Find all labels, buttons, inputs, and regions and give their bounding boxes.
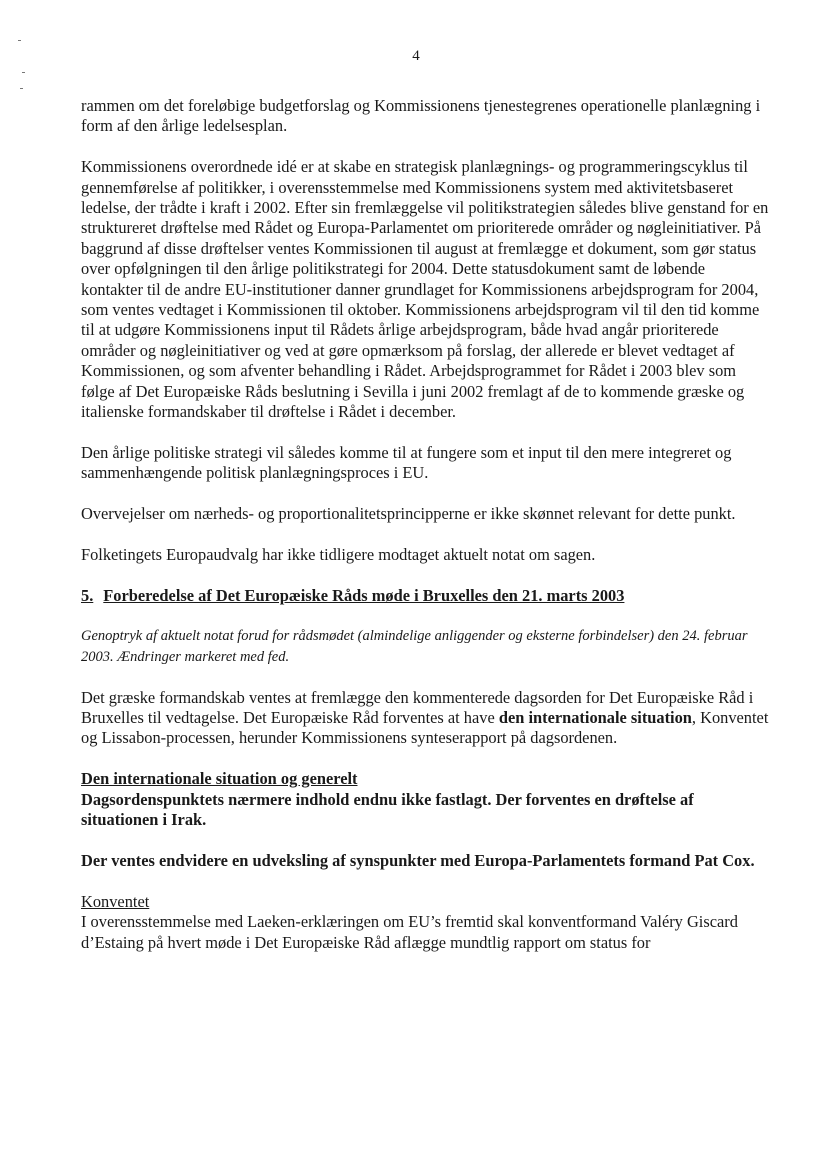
reprint-note: Genoptryk af aktuelt notat forud for rådsmødet (almindelige anliggender og eksterne forbindelser) den 24. februar 2003. Ændringer markeret med fed. — [81, 628, 748, 665]
paragraph-strategy-cycle: Kommissionens overordnede idé er at skabe en strategisk planlægnings- og programmeringscyklus til gennemførelse af politikker, i overensstemmelse med Kommissionens system med aktivitetsbaseret ledelse, der trådte i kraft i 2002. Efter sin fremlæggelse vil politikstrategien således blive genstand for en struktureret drøftelse med Rådet og Europa-Parlamentet om prioriterede områder og nøgleinitiativer. På baggrund af disse drøftelser ventes Kommissionen til august at fremlægge et dokument, som gør status over opfølgningen til den årlige politikstrategi for 2004. Dette statusdokument samt de løbende kontakter til de andre EU-institutioner danner grundlaget for Kommissionens arbejdsprogram for 2004, som ventes vedtaget i Kommissionen til oktober. Kommissionens arbejdsprogram vil til den tid komme til at udgøre Kommissionens input til Rådets årlige arbejdsprogram, både hvad angår prioriterede områder og nøgleinitiativer og ved at gøre opmærksom på forslag, der allerede er blevet vedtaget af Kommissionen, og som afventer behandling i Rådet. Arbejdsprogrammet for Rådet i 2003 blev som følge af Det Europæiske Råds beslutning i Sevilla i juni 2002 fremlagt af de to kommende græske og italienske formandskaber til drøftelse i Rådet i december. — [81, 157, 769, 422]
paragraph-subsidiarity: Overvejelser om nærheds- og proportionalitetsprincipperne er ikke skønnet relevant for dette punkt. — [81, 504, 736, 524]
scan-mark — [20, 88, 23, 89]
paragraph-annual-strategy: Den årlige politiske strategi vil således komme til at fungere som et input til den mere integreret og sammenhængende politisk planlægningsproces i EU. — [81, 442, 732, 483]
paragraph-konventet: I overensstemmelse med Laeken-erklæringen om EU’s fremtid skal konventformand Valéry Giscard d’Estaing på hvert møde i Det Europæiske Råd aflægge mundtlig rapport om status for — [81, 912, 738, 952]
agenda-text-bold: den internationale situation — [498, 708, 692, 728]
scan-mark — [18, 40, 21, 41]
document-body — [81, 96, 771, 973]
section-title: Forberedelse af Det Europæiske Råds møde i Bruxelles den 21. marts 2003 — [103, 585, 625, 605]
agenda-text-after: , Konventet og Lissabon-processen, herunder Kommissionens synteserapport på dagsordenen. — [81, 708, 769, 748]
paragraph-budget-context: rammen om det foreløbige budgetforslag og Kommissionens tjenestegrenes operationelle planlægning i form af den årlige ledelsesplan. — [81, 96, 761, 136]
paragraph-agenda — [81, 688, 771, 749]
page-number: 4 — [412, 48, 420, 64]
subheading-international-situation: Den internationale situation og generelt — [81, 769, 358, 789]
paragraph-europaudvalg: Folketingets Europaudvalg har ikke tidligere modtaget aktuelt notat om sagen. — [81, 544, 596, 564]
paragraph-pat-cox: Der ventes endvidere en udveksling af synspunkter med Europa-Parlamentets formand Pat Cox. — [81, 850, 755, 870]
agenda-text-before: Det græske formandskab ventes at fremlægge den kommenterede dagsorden for Det Europæiske Råd i Bruxelles til vedtagelse. Det Europæiske Råd forventes at have — [81, 687, 754, 728]
subheading-konventet: Konventet — [81, 891, 150, 911]
section-number: 5. — [81, 585, 94, 605]
scan-mark — [22, 72, 25, 73]
section-5-heading — [81, 586, 771, 606]
paragraph-agenda-not-set: Dagsordenspunktets nærmere indhold endnu ikke fastlagt. Der forventes en drøftelse af situationen i Irak. — [81, 789, 694, 830]
